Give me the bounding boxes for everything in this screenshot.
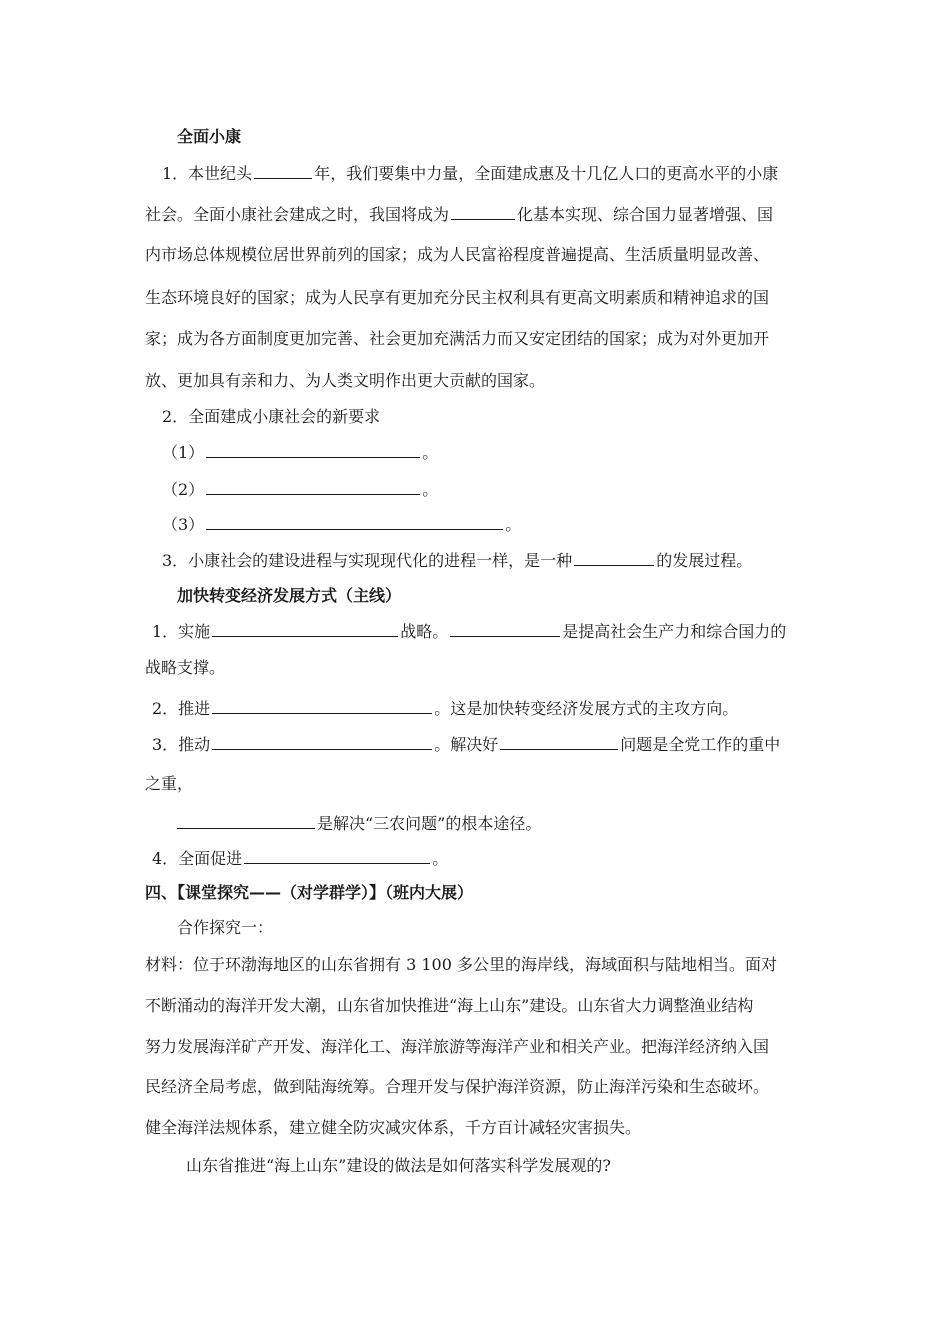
s2-q2-line: 2．推进 。这是加快转变经济发展方式的主攻方向。 — [152, 699, 739, 718]
inquiry-question: 山东省推进“海上山东”建设的做法是如何落实科学发展观的? — [186, 1156, 611, 1175]
fill-blank[interactable] — [212, 733, 432, 750]
material-line: 民经济全局考虑，做到陆海统筹。合理开发与保护海洋资源，防止海洋污染和生态破坏。 — [145, 1077, 770, 1096]
fill-blank[interactable] — [206, 478, 420, 495]
fill-blank[interactable] — [212, 620, 398, 637]
s2-q3-line2: 之重， — [145, 774, 194, 793]
s2-q1-line2: 战略支撑。 — [145, 658, 226, 677]
material-line: 材料：位于环渤海地区的山东省拥有 3 100 多公里的海岸线，海域面积与陆地相当。面对 — [145, 955, 777, 974]
q2-item-2: （2） 。 — [162, 480, 439, 499]
q2-item-3: （3） 。 — [162, 515, 522, 534]
q1-line6: 放、更加具有亲和力、为人类文明作出更大贡献的国家。 — [145, 371, 546, 390]
fill-blank[interactable] — [244, 847, 430, 864]
q1-line3: 内市场总体规模位居世界前列的国家；成为人民富裕程度普遍提高、生活质量明显改善、 — [145, 245, 770, 264]
q3-line: 3．小康社会的建设进程与实现现代化的进程一样，是一种 的发展过程。 — [162, 551, 753, 570]
s2-q3-line3: 是解决“三农问题”的根本途径。 — [0, 812, 950, 835]
fill-blank[interactable] — [450, 620, 560, 637]
fill-blank[interactable] — [574, 549, 654, 566]
s2-q3-line1: 3．推动 。解决好 问题是全党工作的重中 — [152, 735, 781, 754]
fill-blank[interactable] — [451, 203, 515, 220]
material-line: 努力发展海洋矿产开发、海洋化工、海洋旅游等海洋产业和相关产业。把海洋经济纳入国 — [145, 1037, 770, 1056]
fill-blank[interactable] — [206, 441, 420, 458]
q1-line4: 生态环境良好的国家；成为人民享有更加充分民主权利具有更高文明素质和精神追求的国 — [145, 288, 770, 307]
fill-blank[interactable] — [254, 162, 312, 179]
s2-q4-line: 4．全面促进 。 — [152, 849, 449, 868]
s2-q1-line1: 1．实施 战略。 是提高社会生产力和综合国力的 — [152, 622, 787, 641]
q2-item-1: （1） 。 — [162, 443, 439, 462]
section-heading-economy: 加快转变经济发展方式（主线） — [177, 586, 402, 605]
inquiry-subheading: 合作探究一： — [177, 918, 274, 937]
material-line: 健全海洋法规体系，建立健全防灾减灾体系，千方百计减轻灾害损失。 — [145, 1118, 642, 1137]
section-heading-inquiry: 四、【课堂探究——（对学群学）】（班内大展） — [145, 883, 474, 902]
q2-title: 2．全面建成小康社会的新要求 — [162, 407, 381, 426]
fill-blank[interactable] — [206, 513, 503, 530]
q1-line2: 社会。全面小康社会建成之时，我国将成为 化基本实现、综合国力显著增强、国 — [145, 205, 774, 224]
fill-blank[interactable] — [177, 812, 315, 829]
q1-line5: 家；成为各方面制度更加完善、社会更加充满活力而又安定团结的国家；成为对外更加开 — [145, 329, 770, 348]
q1-line1: 1．本世纪头 年，我们要集中力量，全面建成惠及十几亿人口的更高水平的小康 — [162, 164, 779, 183]
fill-blank[interactable] — [500, 733, 618, 750]
material-line: 不断涌动的海洋开发大潮，山东省加快推进“海上山东”建设。山东省大力调整渔业结构 — [145, 996, 754, 1015]
section-heading-xiaokang: 全面小康 — [177, 127, 242, 146]
fill-blank[interactable] — [212, 697, 432, 714]
